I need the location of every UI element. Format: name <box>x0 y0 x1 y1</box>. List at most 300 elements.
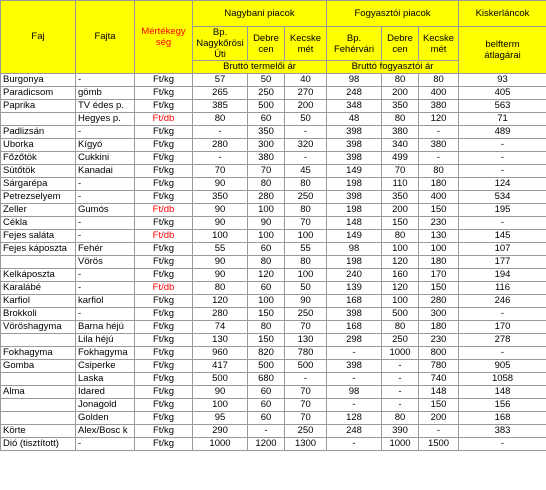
header-nagybani: Nagybani piacok <box>193 1 327 27</box>
cell-value: - <box>285 373 327 386</box>
cell-value: 90 <box>193 256 248 269</box>
cell-value: 298 <box>327 334 382 347</box>
cell-value: - <box>248 425 285 438</box>
cell-value: 71 <box>459 113 546 126</box>
cell-value: 130 <box>419 230 459 243</box>
header-brutto-termeloi: Bruttó termelői ár <box>193 61 327 74</box>
table-row <box>1 347 546 360</box>
cell-value: 489 <box>459 126 546 139</box>
cell-value: 1000 <box>382 347 419 360</box>
cell-value: 800 <box>419 347 459 360</box>
cell-value: 350 <box>382 100 419 113</box>
cell-value: 100 <box>193 399 248 412</box>
cell-value: 1000 <box>193 438 248 451</box>
cell-value: 80 <box>382 230 419 243</box>
cell-value: - <box>419 425 459 438</box>
cell-value: - <box>285 152 327 165</box>
cell-value: 240 <box>327 269 382 282</box>
cell-value: 120 <box>382 256 419 269</box>
table-row <box>1 334 546 347</box>
cell-value: - <box>327 438 382 451</box>
cell-value: 55 <box>193 243 248 256</box>
cell-value: 150 <box>248 334 285 347</box>
cell-unit: Ft/db <box>135 282 193 295</box>
header-faj: Faj <box>1 1 76 74</box>
table-row <box>1 399 546 412</box>
cell-value: 80 <box>382 113 419 126</box>
cell-faj: Fejes káposzta <box>1 243 76 256</box>
cell-faj: Zeller <box>1 204 76 217</box>
cell-value: 80 <box>248 178 285 191</box>
table-body <box>1 74 546 451</box>
cell-value: 398 <box>327 139 382 152</box>
header-belfterm <box>459 27 546 74</box>
cell-fajta: - <box>76 282 135 295</box>
cell-value: 80 <box>382 74 419 87</box>
cell-value: 280 <box>419 295 459 308</box>
cell-unit: Ft/kg <box>135 126 193 139</box>
cell-value: 156 <box>459 399 546 412</box>
cell-value: 265 <box>193 87 248 100</box>
cell-value: 168 <box>327 321 382 334</box>
header-mertekegyseg <box>135 1 193 74</box>
header-mertekegyseg-text: Mértékegy ség <box>141 26 186 48</box>
cell-fajta: Kanadai <box>76 165 135 178</box>
cell-value: 398 <box>327 360 382 373</box>
cell-faj: Fejes saláta <box>1 230 76 243</box>
cell-value: 80 <box>382 412 419 425</box>
cell-value: - <box>382 386 419 399</box>
cell-faj: Brokkoli <box>1 308 76 321</box>
cell-value: 80 <box>285 178 327 191</box>
cell-unit: Ft/kg <box>135 347 193 360</box>
cell-value: 905 <box>459 360 546 373</box>
cell-unit: Ft/db <box>135 230 193 243</box>
cell-unit: Ft/kg <box>135 295 193 308</box>
cell-fajta: - <box>76 191 135 204</box>
cell-faj <box>1 334 76 347</box>
cell-faj: Karfiol <box>1 295 76 308</box>
cell-value: 230 <box>419 334 459 347</box>
cell-value: 250 <box>285 425 327 438</box>
cell-value: 740 <box>419 373 459 386</box>
cell-value: 120 <box>382 282 419 295</box>
cell-fajta: Hegyes p. <box>76 113 135 126</box>
cell-fajta: - <box>76 269 135 282</box>
cell-value: 40 <box>285 74 327 87</box>
cell-unit: Ft/kg <box>135 360 193 373</box>
cell-value: 350 <box>193 191 248 204</box>
cell-faj: Burgonya <box>1 74 76 87</box>
cell-value: 250 <box>382 334 419 347</box>
cell-unit: Ft/kg <box>135 386 193 399</box>
cell-value: 50 <box>285 282 327 295</box>
cell-faj: Dió (tisztított) <box>1 438 76 451</box>
cell-fajta: Idared <box>76 386 135 399</box>
cell-faj: Kelkáposzta <box>1 269 76 282</box>
cell-unit: Ft/kg <box>135 412 193 425</box>
cell-value: - <box>327 373 382 386</box>
cell-value: 150 <box>382 217 419 230</box>
cell-value: 348 <box>327 100 382 113</box>
cell-value: 130 <box>285 334 327 347</box>
cell-fajta: Laska <box>76 373 135 386</box>
cell-value: 149 <box>327 230 382 243</box>
cell-faj: Padlizsán <box>1 126 76 139</box>
cell-value: 246 <box>459 295 546 308</box>
cell-value: 400 <box>419 87 459 100</box>
cell-faj: Petrezselyem <box>1 191 76 204</box>
cell-value: 398 <box>327 308 382 321</box>
cell-fajta: Barna héjú <box>76 321 135 334</box>
cell-faj: Alma <box>1 386 76 399</box>
cell-value: 90 <box>248 217 285 230</box>
cell-value: 148 <box>419 386 459 399</box>
cell-value: 385 <box>193 100 248 113</box>
cell-value: 170 <box>459 321 546 334</box>
cell-value: 90 <box>193 269 248 282</box>
cell-value: 417 <box>193 360 248 373</box>
cell-unit: Ft/kg <box>135 256 193 269</box>
cell-value: 100 <box>382 295 419 308</box>
cell-faj: Körte <box>1 425 76 438</box>
cell-value: 70 <box>193 165 248 178</box>
cell-value: 780 <box>285 347 327 360</box>
table-row <box>1 360 546 373</box>
cell-unit: Ft/kg <box>135 373 193 386</box>
cell-fajta: Golden <box>76 412 135 425</box>
cell-value: 194 <box>459 269 546 282</box>
cell-value: 198 <box>327 204 382 217</box>
cell-value: 145 <box>459 230 546 243</box>
cell-value: 80 <box>419 74 459 87</box>
table-row <box>1 165 546 178</box>
cell-value: 80 <box>248 321 285 334</box>
table-row <box>1 74 546 87</box>
header-kecskemet <box>285 27 327 61</box>
cell-faj: Fokhagyma <box>1 347 76 360</box>
cell-fajta: Lila héjú <box>76 334 135 347</box>
cell-value: 80 <box>285 256 327 269</box>
cell-value: 250 <box>285 191 327 204</box>
cell-value: 100 <box>382 243 419 256</box>
cell-unit: Ft/kg <box>135 399 193 412</box>
cell-value: 70 <box>382 165 419 178</box>
cell-faj <box>1 113 76 126</box>
cell-value: 248 <box>327 425 382 438</box>
cell-faj: Sütőtök <box>1 165 76 178</box>
cell-value: 100 <box>285 230 327 243</box>
cell-unit: Ft/db <box>135 113 193 126</box>
cell-value: 170 <box>419 269 459 282</box>
cell-value: 110 <box>382 178 419 191</box>
cell-value: 499 <box>382 152 419 165</box>
cell-faj: Paradicsom <box>1 87 76 100</box>
cell-value: 107 <box>459 243 546 256</box>
cell-value: 60 <box>248 113 285 126</box>
cell-value: 150 <box>419 204 459 217</box>
cell-value: 500 <box>285 360 327 373</box>
cell-value: - <box>419 152 459 165</box>
cell-value: 148 <box>459 386 546 399</box>
cell-fajta: - <box>76 217 135 230</box>
cell-value: 57 <box>193 74 248 87</box>
cell-fajta: - <box>76 230 135 243</box>
table-header <box>1 1 546 74</box>
cell-unit: Ft/kg <box>135 178 193 191</box>
cell-value: 563 <box>459 100 546 113</box>
cell-value: 290 <box>193 425 248 438</box>
cell-faj: Uborka <box>1 139 76 152</box>
cell-unit: Ft/kg <box>135 217 193 230</box>
table-row <box>1 230 546 243</box>
cell-value: 198 <box>327 256 382 269</box>
table-row <box>1 386 546 399</box>
table-row <box>1 282 546 295</box>
table-row <box>1 217 546 230</box>
cell-value: 380 <box>248 152 285 165</box>
cell-value: 98 <box>327 243 382 256</box>
table-row <box>1 256 546 269</box>
cell-value: - <box>459 165 546 178</box>
header-brutto-fogyasztoi: Bruttó fogyasztói ár <box>327 61 459 74</box>
cell-value: - <box>193 126 248 139</box>
table-row <box>1 269 546 282</box>
cell-faj: Paprika <box>1 100 76 113</box>
cell-value: 300 <box>419 308 459 321</box>
header-kecskemet-text: Kecske mét <box>289 32 322 55</box>
cell-value: 150 <box>248 308 285 321</box>
cell-value: 380 <box>382 126 419 139</box>
cell-fajta: Jonagold <box>76 399 135 412</box>
table-row <box>1 373 546 386</box>
cell-value: 180 <box>419 178 459 191</box>
cell-value: - <box>285 126 327 139</box>
cell-value: - <box>382 373 419 386</box>
cell-value: 180 <box>419 256 459 269</box>
cell-fajta: - <box>76 308 135 321</box>
cell-unit: Ft/kg <box>135 321 193 334</box>
cell-value: 500 <box>382 308 419 321</box>
cell-value: 405 <box>459 87 546 100</box>
cell-value: 390 <box>382 425 419 438</box>
header-kecskemet2 <box>419 27 459 61</box>
cell-value: 270 <box>285 87 327 100</box>
table-row <box>1 178 546 191</box>
table-row <box>1 126 546 139</box>
cell-value: 120 <box>419 113 459 126</box>
cell-value: 200 <box>419 412 459 425</box>
header-belfterm-text: belfterm átlagárai <box>484 39 521 61</box>
cell-faj: Cékla <box>1 217 76 230</box>
cell-unit: Ft/kg <box>135 152 193 165</box>
cell-fajta: karfiol <box>76 295 135 308</box>
cell-value: 70 <box>285 399 327 412</box>
cell-value: 350 <box>248 126 285 139</box>
cell-fajta: - <box>76 438 135 451</box>
cell-value: - <box>382 399 419 412</box>
cell-value: - <box>459 217 546 230</box>
cell-value: 278 <box>459 334 546 347</box>
table-row <box>1 204 546 217</box>
cell-value: 60 <box>248 399 285 412</box>
cell-value: - <box>327 347 382 360</box>
cell-fajta: - <box>76 178 135 191</box>
table-row <box>1 425 546 438</box>
cell-fajta: Vörös <box>76 256 135 269</box>
cell-value: 60 <box>248 282 285 295</box>
cell-unit: Ft/kg <box>135 165 193 178</box>
cell-value: 93 <box>459 74 546 87</box>
cell-value: 98 <box>327 386 382 399</box>
table-row <box>1 243 546 256</box>
cell-value: 280 <box>248 191 285 204</box>
cell-value: 90 <box>193 217 248 230</box>
cell-value: 1058 <box>459 373 546 386</box>
header-fajta: Fajta <box>76 1 135 74</box>
cell-value: 60 <box>248 412 285 425</box>
cell-value: 80 <box>285 204 327 217</box>
cell-faj <box>1 412 76 425</box>
cell-unit: Ft/db <box>135 204 193 217</box>
cell-fajta: Kígyó <box>76 139 135 152</box>
cell-value: 680 <box>248 373 285 386</box>
cell-value: 100 <box>419 243 459 256</box>
cell-value: 45 <box>285 165 327 178</box>
cell-value: 48 <box>327 113 382 126</box>
cell-value: 139 <box>327 282 382 295</box>
table-row <box>1 100 546 113</box>
cell-fajta: - <box>76 74 135 87</box>
table-row <box>1 438 546 451</box>
cell-unit: Ft/kg <box>135 100 193 113</box>
cell-value: 177 <box>459 256 546 269</box>
cell-value: 300 <box>248 139 285 152</box>
cell-value: 100 <box>248 204 285 217</box>
header-debrecen <box>248 27 285 61</box>
cell-faj: Gomba <box>1 360 76 373</box>
cell-value: 500 <box>248 100 285 113</box>
cell-value: 120 <box>193 295 248 308</box>
cell-fajta: Gumós <box>76 204 135 217</box>
cell-faj <box>1 373 76 386</box>
cell-value: 380 <box>419 139 459 152</box>
cell-value: 1300 <box>285 438 327 451</box>
cell-unit: Ft/kg <box>135 425 193 438</box>
header-kiskerlancok: Kiskerláncok <box>459 1 546 27</box>
cell-value: 200 <box>285 100 327 113</box>
cell-value: 98 <box>327 74 382 87</box>
cell-value: 90 <box>193 386 248 399</box>
cell-value: 1200 <box>248 438 285 451</box>
cell-unit: Ft/kg <box>135 334 193 347</box>
cell-fajta: Cukkini <box>76 152 135 165</box>
cell-value: 70 <box>285 217 327 230</box>
table-row <box>1 295 546 308</box>
cell-value: 340 <box>382 139 419 152</box>
cell-fajta: - <box>76 126 135 139</box>
cell-value: - <box>459 438 546 451</box>
cell-unit: Ft/kg <box>135 87 193 100</box>
header-bp-nagykorosi-text: Bp. Nagykőrösi Úti <box>196 27 244 60</box>
table-row <box>1 87 546 100</box>
cell-unit: Ft/kg <box>135 438 193 451</box>
cell-unit: Ft/kg <box>135 191 193 204</box>
cell-value: 200 <box>382 87 419 100</box>
cell-unit: Ft/kg <box>135 243 193 256</box>
cell-value: 168 <box>459 412 546 425</box>
cell-value: 80 <box>193 113 248 126</box>
cell-value: 95 <box>193 412 248 425</box>
cell-value: 100 <box>193 230 248 243</box>
cell-value: 280 <box>193 308 248 321</box>
header-bp-fehervari-text: Bp. Fehérvári <box>333 32 375 55</box>
cell-value: 150 <box>419 399 459 412</box>
cell-fajta: Csiperke <box>76 360 135 373</box>
cell-value: 534 <box>459 191 546 204</box>
cell-value: 90 <box>193 204 248 217</box>
header-fogyasztoi: Fogyasztói piacok <box>327 1 459 27</box>
cell-value: 100 <box>285 269 327 282</box>
cell-value: 350 <box>382 191 419 204</box>
cell-value: 150 <box>419 282 459 295</box>
cell-unit: Ft/kg <box>135 74 193 87</box>
cell-value: 1000 <box>382 438 419 451</box>
table-row <box>1 191 546 204</box>
table-row <box>1 152 546 165</box>
cell-value: 124 <box>459 178 546 191</box>
cell-value: 180 <box>419 321 459 334</box>
cell-value: 960 <box>193 347 248 360</box>
cell-value: 250 <box>285 308 327 321</box>
cell-value: 90 <box>285 295 327 308</box>
cell-fajta: Alex/Bosc k <box>76 425 135 438</box>
cell-value: - <box>419 126 459 139</box>
cell-faj: Karalábé <box>1 282 76 295</box>
cell-fajta: TV édes p. <box>76 100 135 113</box>
cell-value: 148 <box>327 217 382 230</box>
header-debrecen-text: Debre cen <box>253 32 279 55</box>
cell-value: - <box>459 139 546 152</box>
cell-value: 280 <box>193 139 248 152</box>
table-row <box>1 308 546 321</box>
cell-value: 116 <box>459 282 546 295</box>
cell-value: - <box>459 152 546 165</box>
cell-value: 400 <box>419 191 459 204</box>
cell-value: 230 <box>419 217 459 230</box>
cell-value: 80 <box>248 256 285 269</box>
header-debrecen2-text: Debre cen <box>387 32 413 55</box>
cell-value: 250 <box>248 87 285 100</box>
cell-value: 55 <box>285 243 327 256</box>
cell-value: 398 <box>327 191 382 204</box>
cell-value: 149 <box>327 165 382 178</box>
cell-value: 70 <box>285 386 327 399</box>
cell-value: 90 <box>193 178 248 191</box>
cell-value: 80 <box>193 282 248 295</box>
cell-value: 80 <box>419 165 459 178</box>
cell-value: 780 <box>419 360 459 373</box>
cell-unit: Ft/kg <box>135 269 193 282</box>
cell-fajta: Fehér <box>76 243 135 256</box>
cell-value: 248 <box>327 87 382 100</box>
cell-faj: Főzőtök <box>1 152 76 165</box>
cell-value: - <box>193 152 248 165</box>
cell-fajta: gömb <box>76 87 135 100</box>
cell-value: - <box>459 308 546 321</box>
cell-value: 500 <box>193 373 248 386</box>
cell-faj: Sárgarépa <box>1 178 76 191</box>
